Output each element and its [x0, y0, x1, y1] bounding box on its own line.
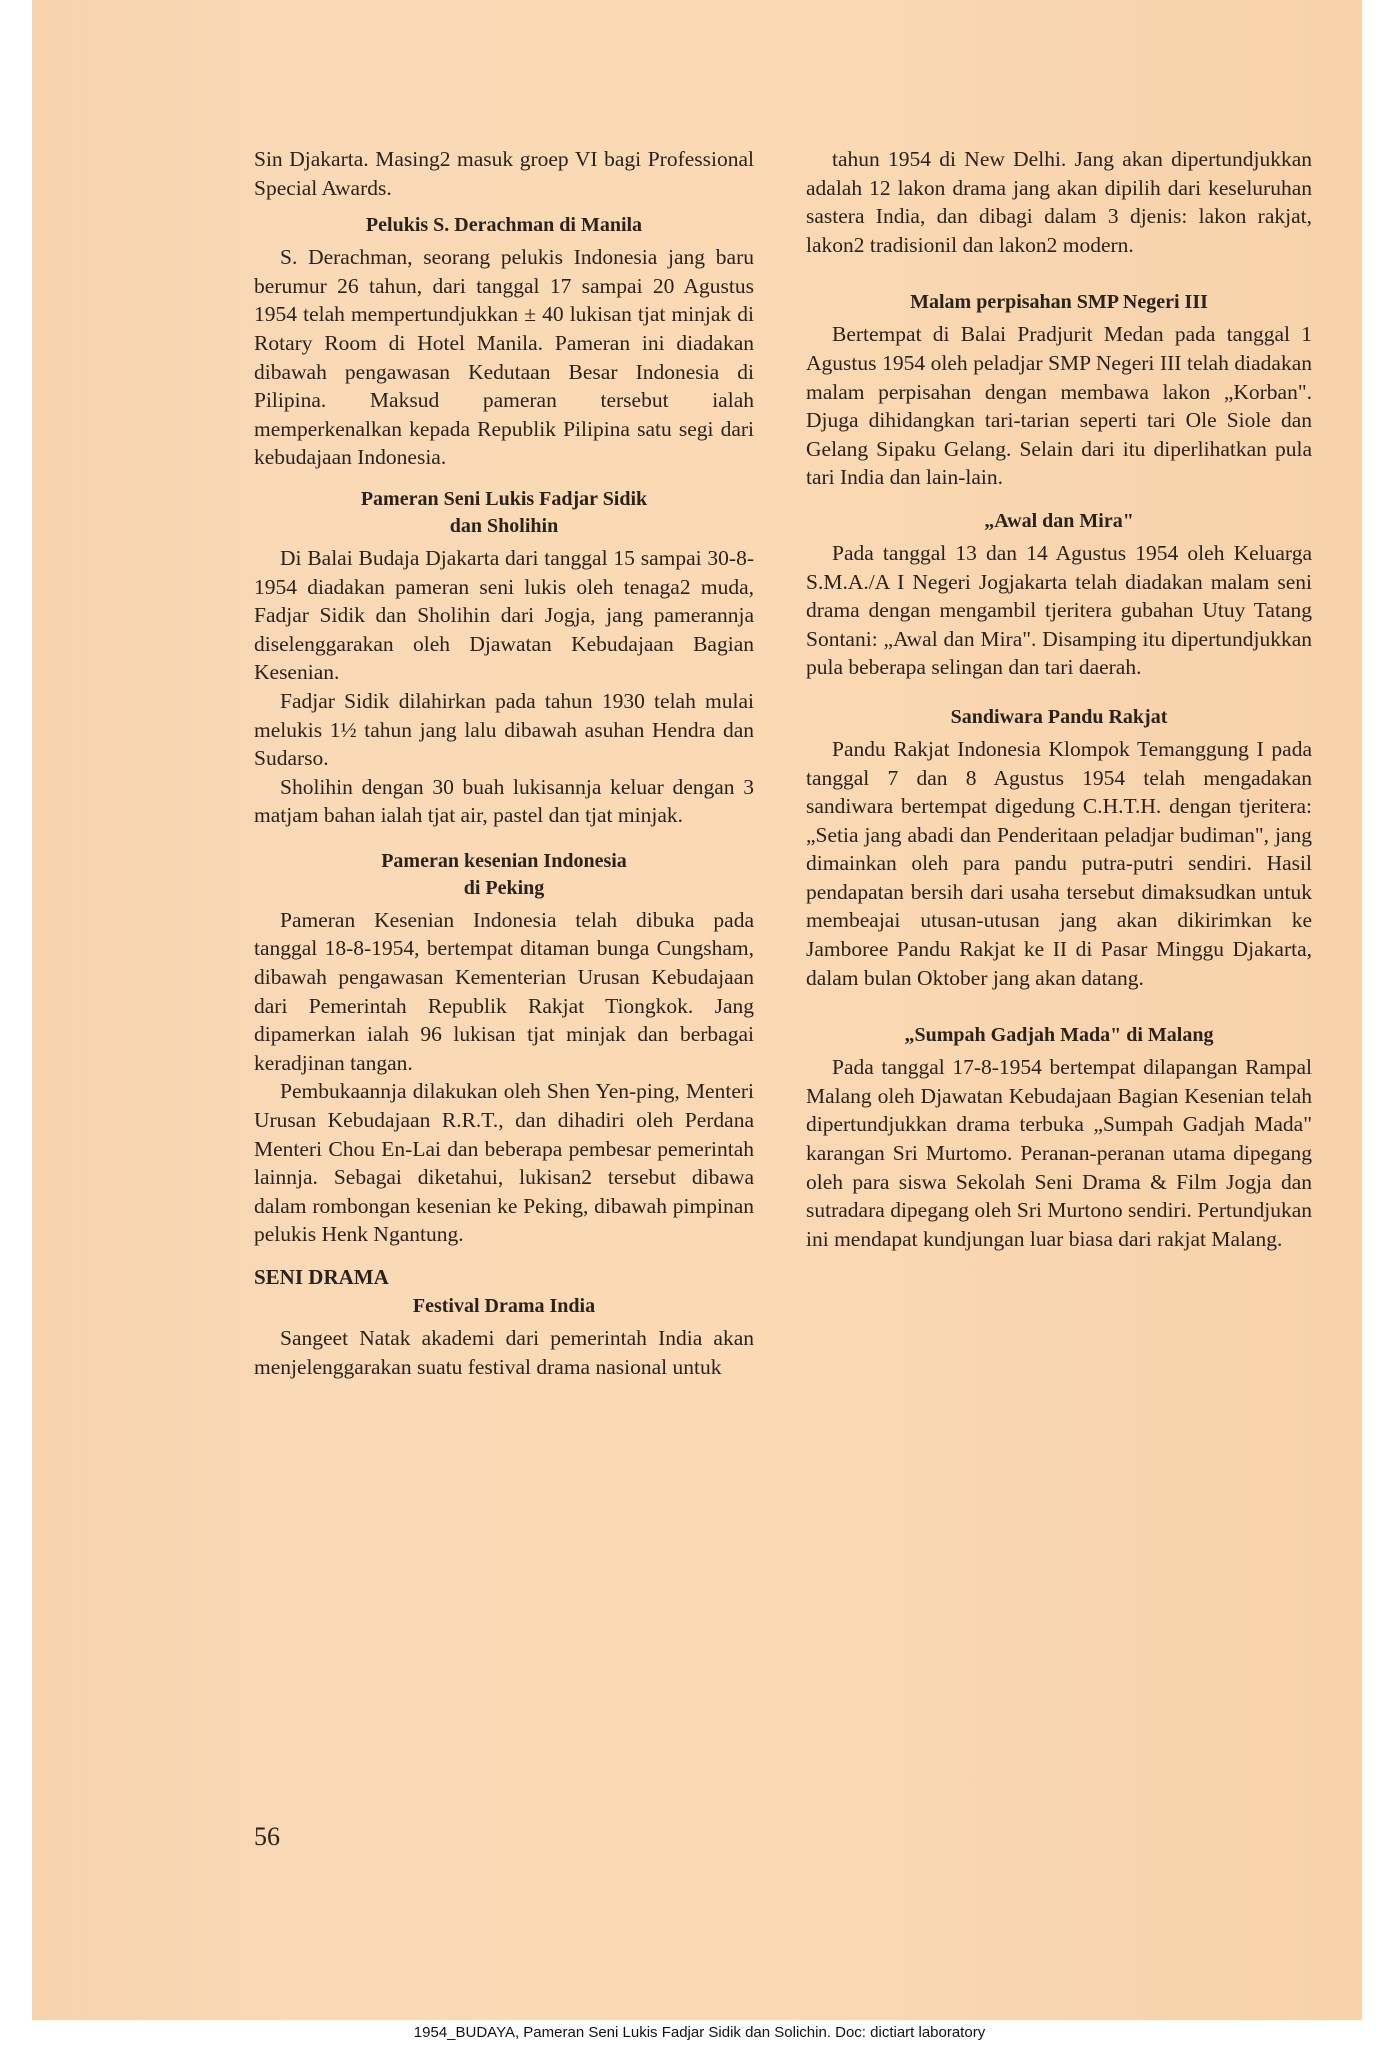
paragraph-fadjar-1: Di Balai Budaja Djakarta dari tanggal 15 sampai 30-8-1954 diadakan pameran seni lukis oleh tenaga2 muda, Fadjar Sidik dan Sholihin dari Jogja, jang pamerannja diselenggarakan oleh Djawatan Kebudajaan Bagian Kesenian.: [254, 545, 754, 685]
paragraph-festival: Sangeet Natak akademi dari pemerintah India akan menjelenggarakan suatu festival drama nasional untuk: [254, 1326, 754, 1379]
heading-sumpah: „Sumpah Gadjah Mada" di Malang: [904, 1024, 1214, 1047]
paragraph-peking-2: Pembukaannja dilakukan oleh Shen Yen-ping, Menteri Urusan Kebudajaan R.R.T., dan dihadiri oleh Perdana Menteri Chou En-Lai dan beberapa pembesar pemerintah lainnja. Sebagai diketahui, lukisan2 tersebut dibawa dalam rombongan kesenian ke Peking, dibawah pimpinan pelukis Henk Ngantung.: [254, 1079, 754, 1247]
paragraph-sumpah: Pada tanggal 17-8-1954 bertempat dilapangan Rampal Malang oleh Djawatan Kebudajaan Bagian Kesenian telah dipertundjukkan drama terbuka „Sumpah Gadjah Mada" karangan Sri Murtomo. Peranan-peranan utama dipegang oleh para siswa Sekolah Seni Drama & Film Jogja dan sutradara dipegang oleh Sri Murtono sendiri. Pertundjukan ini mendapat kundjungan luar biasa dari rakjat Malang.: [806, 1055, 1312, 1251]
document-caption: 1954_BUDAYA, Pameran Seni Lukis Fadjar Sidik dan Solichin. Doc: dictiart laboratory: [413, 2024, 986, 2041]
section-heading-seni-drama: SENI DRAMA: [254, 1265, 389, 1289]
heading-fadjar-line-1: Pameran Seni Lukis Fadjar Sidik: [360, 487, 648, 510]
heading-fadjar-line-2: dan Sholihin: [449, 514, 559, 537]
heading-awal-dan-mira: „Awal dan Mira": [984, 509, 1134, 532]
right-column: [806, 145, 1312, 1253]
paragraph-festival-continued: tahun 1954 di New Delhi. Jang akan dipertundjukkan adalah 12 lakon drama jang akan dipilih dari keseluruhan sastera India, dan dibagi dalam 3 djenis: lakon rakjat, lakon2 tradisionil dan lakon2 modern.: [806, 147, 1312, 257]
heading-peking-line-1: Pameran kesenian Indonesia: [381, 849, 627, 872]
paragraph-sandiwara: Pandu Rakjat Indonesia Klompok Temanggung I pada tanggal 7 dan 8 Agustus 1954 telah mengadakan sandiwara bertempat digedung C.H.T.H. dengan tjeritera: „Setia jang abadi dan Penderitaan peladjar budiman", jang dimainkan oleh para pandu putra-putri sendiri. Hasil pendapatan bersih dari usaha tersebut dimaksudkan untuk membeajai utusan-utusan jang akan dikirimkan ke Jamboree Pandu Rakjat ke II di Pasar Minggu Djakarta, dalam bulan Oktober jang akan datang.: [806, 736, 1312, 990]
paragraph-fadjar-2: Fadjar Sidik dilahirkan pada tahun 1930 telah mulai melukis 1½ tahun jang lalu dibawah asuhan Hendra dan Sudarso.: [254, 688, 754, 771]
paragraph-intro: Sin Djakarta. Masing2 masuk groep VI bagi Professional Special Awards.: [254, 147, 754, 200]
paragraph-fadjar-3: Sholihin dengan 30 buah lukisannja keluar dengan 3 matjam bahan ialah tjat air, pastel dan tjat minjak.: [254, 774, 754, 828]
heading-sandiwara: Sandiwara Pandu Rakjat: [950, 705, 1168, 728]
heading-peking-line-2: di Peking: [463, 876, 545, 899]
scanned-page: [32, 0, 1362, 2020]
paragraph-derachman: S. Derachman, seorang pelukis Indonesia jang baru berumur 26 tahun, dari tanggal 17 sampai 20 Agustus 1954 telah mempertundjukkan ± 40 lukisan tjat minjak di Rotary Room di Hotel Manila. Pameran ini diadakan dibawah pengawasan Kedutaan Besar Indonesia di Pilipina. Maksud pameran tersebut ialah memperkenalkan kepada Republik Pilipina satu segi dari kebudajaan Indonesia.: [254, 245, 754, 470]
paragraph-smp: Bertempat di Balai Pradjurit Medan pada tanggal 1 Agustus 1954 oleh peladjar SMP Negeri III telah diadakan malam perpisahan dengan membawa lakon „Korban". Djuga dihidangkan tari-tarian seperti tari Ole Siole dan Gelang Sipaku Gelang. Selain dari itu diperlihatkan pula tari India dan lain-lain.: [806, 322, 1312, 490]
paragraph-peking-1: Pameran Kesenian Indonesia telah dibuka pada tanggal 18-8-1954, bertempat ditaman bunga Cungsham, dibawah pengawasan Kementerian Urusan Kebudajaan dari Pemerintah Republik Rakjat Tiongkok. Jang dipamerkan ialah 96 lukisan tjat minjak dan berbagai keradjinan tangan.: [254, 907, 754, 1075]
left-column: [254, 145, 754, 1381]
heading-fadjar: [254, 486, 754, 540]
paragraph-awal-dan-mira: Pada tanggal 13 dan 14 Agustus 1954 oleh Keluarga S.M.A./A I Negeri Jogjakarta telah diadakan malam seni drama dengan mengambil tjeritera gubahan Utuy Tatang Sontani: „Awal dan Mira". Disamping itu dipertundjukkan pula beberapa selingan dan tari daerah.: [806, 540, 1312, 680]
heading-peking: [254, 848, 754, 902]
heading-derachman: Pelukis S. Derachman di Manila: [365, 214, 643, 237]
heading-festival: Festival Drama India: [412, 1295, 596, 1317]
page-number: 56: [254, 1822, 280, 1851]
heading-smp: Malam perpisahan SMP Negeri III: [910, 291, 1208, 314]
